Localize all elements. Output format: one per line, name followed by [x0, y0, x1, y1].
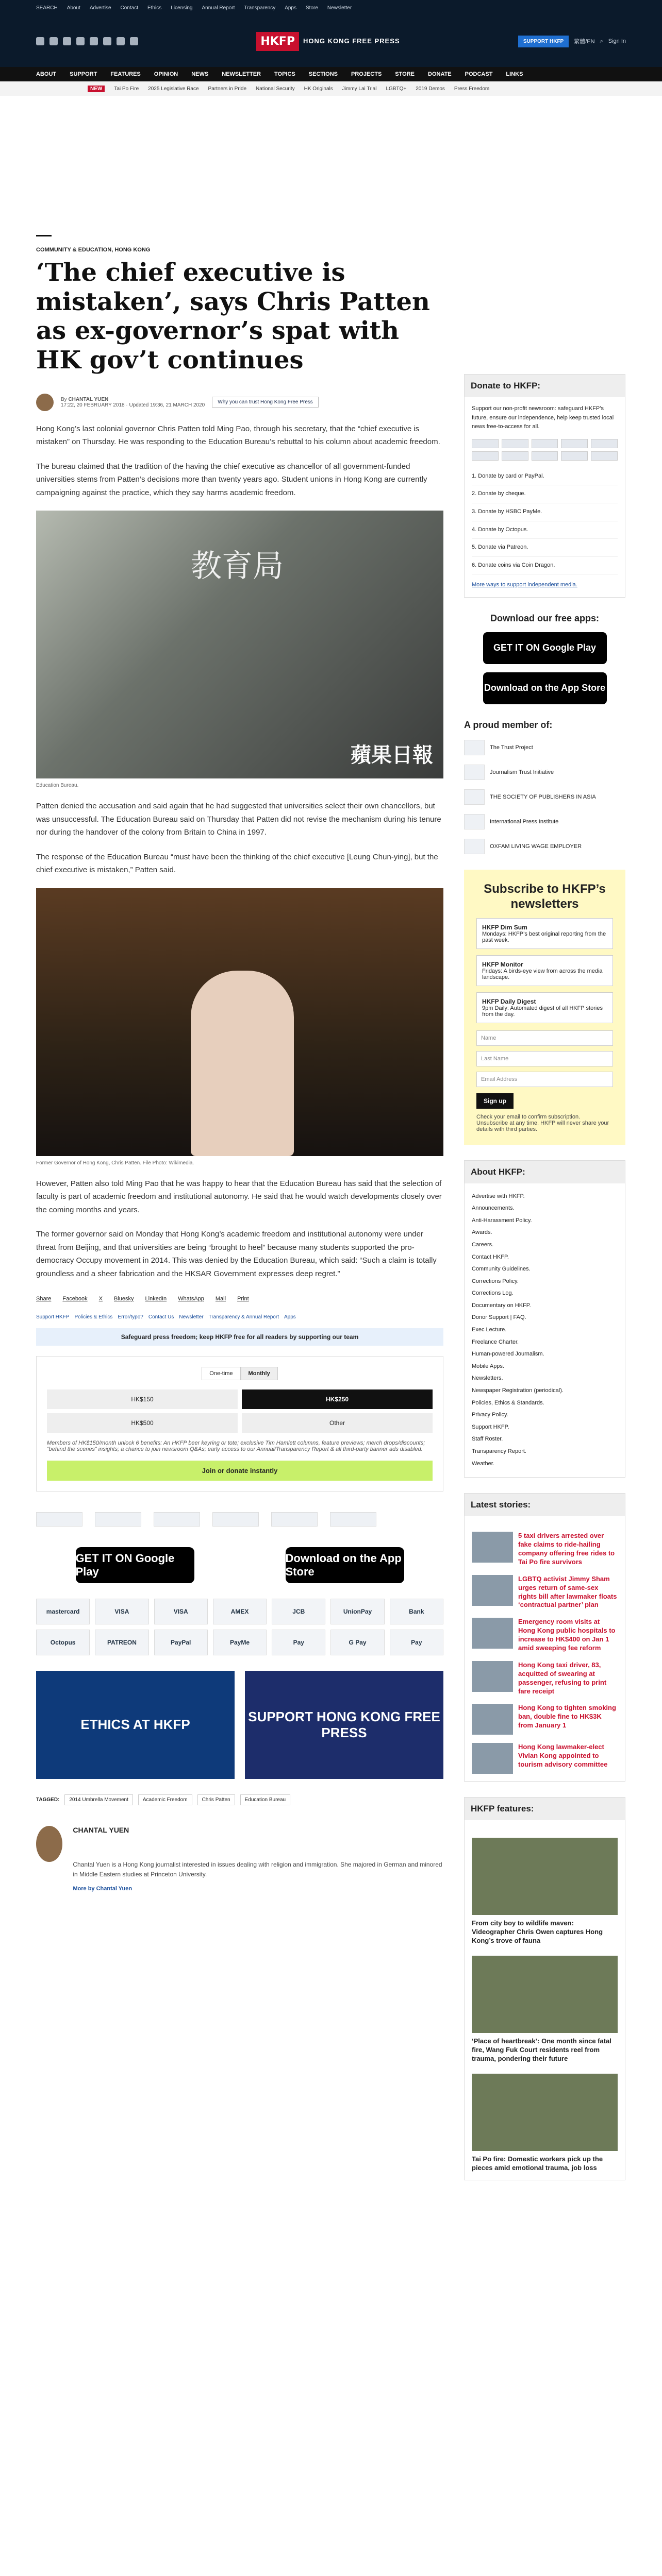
about-link[interactable]: Newsletters.: [472, 1375, 503, 1382]
donate-option[interactable]: 5. Donate via Patreon.: [472, 539, 618, 557]
support-promo[interactable]: SUPPORT HONG KONG FREE PRESS: [245, 1671, 443, 1779]
support-banner[interactable]: Safeguard press freedom; keep HKFP free for all readers by supporting our team: [36, 1328, 443, 1346]
portrait-figure: [191, 971, 294, 1156]
trending-link[interactable]: HK Originals: [304, 86, 333, 92]
story-title: Emergency room visits at Hong Kong public hospitals to increase to HK$400 on Jan 1 amid sweeping fee reform: [518, 1618, 616, 1652]
newsletter-input[interactable]: Last Name: [476, 1051, 613, 1066]
payment-logo: PayPal: [154, 1630, 208, 1655]
story-thumbnail: [472, 1661, 513, 1692]
payment-logo: Pay: [390, 1630, 443, 1655]
share-link[interactable]: X: [98, 1296, 103, 1302]
donate-option[interactable]: 4. Donate by Octopus.: [472, 521, 618, 539]
nav-item[interactable]: OPINION: [154, 71, 178, 77]
feature-image: [472, 2074, 618, 2151]
top-link[interactable]: Contact: [120, 5, 138, 11]
header: [0, 15, 662, 67]
sidebar: [464, 96, 625, 2180]
member-logo[interactable]: [464, 765, 625, 780]
payment-logo: G Pay: [330, 1630, 384, 1655]
ethics-promo[interactable]: ETHICS AT HKFP: [36, 1671, 235, 1779]
top-link[interactable]: Licensing: [171, 5, 193, 11]
about-link[interactable]: Freelance Charter.: [472, 1338, 519, 1345]
feature-title: From city boy to wildlife maven: Videographer Chris Owen captures Hong Kong’s trove of fauna: [472, 1919, 603, 1945]
story-thumbnail: [472, 1575, 513, 1606]
share-link[interactable]: Facebook: [62, 1296, 88, 1302]
payment-logo: JCB: [272, 1599, 325, 1624]
more-ways-link[interactable]: More ways to support independent media.: [472, 582, 577, 588]
footer-link[interactable]: Error/typo?: [118, 1314, 143, 1320]
story-title: Hong Kong taxi driver, 83, acquitted of swearing at passenger, refusing to print fare receipt: [518, 1660, 607, 1695]
payment-logo: PayMe: [213, 1630, 267, 1655]
trending-link[interactable]: 2019 Demos: [416, 86, 445, 92]
sign-in-link[interactable]: Sign In: [608, 38, 626, 44]
nav-item[interactable]: NEWS: [191, 71, 209, 77]
member-logo-mark: [464, 765, 485, 780]
payment-logo: mastercard: [36, 1599, 90, 1624]
about-link[interactable]: Anti-Harassment Policy.: [472, 1217, 532, 1224]
nav-item[interactable]: DONATE: [428, 71, 452, 77]
features-title: HKFP features:: [465, 1798, 625, 1820]
payment-logo: PATREON: [95, 1630, 148, 1655]
member-logo[interactable]: [464, 789, 625, 805]
top-link[interactable]: About: [67, 5, 80, 11]
author-avatar[interactable]: [36, 1826, 62, 1862]
about-link[interactable]: Transparency Report.: [472, 1448, 526, 1454]
trending-link[interactable]: Tai Po Fire: [114, 86, 139, 92]
search-icon[interactable]: ⌕: [600, 38, 603, 44]
member-logo[interactable]: [464, 814, 625, 829]
tags: [36, 1794, 443, 1805]
partner-logo[interactable]: [36, 1512, 82, 1527]
member-name: Journalism Trust Initiative: [490, 769, 554, 775]
social-icons: [36, 37, 138, 45]
chris-patten-photo[interactable]: [36, 888, 443, 1156]
member-name: The Trust Project: [490, 744, 533, 751]
nav-item[interactable]: NEWSLETTER: [222, 71, 261, 77]
threads-icon[interactable]: [76, 37, 85, 45]
donate-panel: [464, 374, 625, 598]
about-link[interactable]: Exec Lecture.: [472, 1327, 507, 1333]
x-icon[interactable]: [49, 37, 58, 45]
partner-logo[interactable]: [154, 1512, 200, 1527]
about-title: About HKFP:: [465, 1161, 625, 1183]
footer-link[interactable]: Newsletter: [179, 1314, 204, 1320]
donate-option[interactable]: 3. Donate by HSBC PayMe.: [472, 503, 618, 521]
feature-story[interactable]: [472, 1956, 618, 2063]
partner-logo[interactable]: [95, 1512, 141, 1527]
donate-title: Donate to HKFP:: [465, 375, 625, 397]
signup-button[interactable]: Sign up: [476, 1093, 514, 1109]
story-title: 5 taxi drivers arrested over fake claims to ride-hailing company offering free rides to Tai Po fire survivors: [518, 1532, 615, 1566]
amount-option[interactable]: HK$150: [47, 1389, 238, 1409]
top-link[interactable]: Advertise: [89, 5, 111, 11]
apps-title: Download our free apps:: [490, 613, 600, 623]
logo-mark: HKFP: [256, 32, 299, 51]
latest-story[interactable]: [472, 1575, 618, 1610]
payment-icons: [472, 439, 618, 461]
donate-text: Support our non-profit newsroom: safeguard HKFP’s future, ensure our independence, help keep trusted local news free-to-access for all.: [472, 405, 614, 430]
paragraph: Patten denied the accusation and said again that he had suggested that universities select their own chancellors, but was unsuccessful. The Education Bureau said on Thursday that Patten did not revise the mechanism during his tenure nor during the handover of the colony from Britain to China in 1997.: [36, 802, 441, 837]
story-title: LGBTQ activist Jimmy Sham urges return of same-sex rights bill after lawmaker floats ‘contractual partner’ plan: [518, 1574, 617, 1609]
monthly-toggle[interactable]: Monthly: [241, 1367, 278, 1380]
latest-story[interactable]: [472, 1532, 618, 1567]
tag-chip[interactable]: Chris Patten: [197, 1794, 235, 1805]
support-hkfp-button[interactable]: SUPPORT HKFP: [518, 36, 569, 47]
publish-dates: 17:22, 20 FEBRUARY 2018 · Updated 19:36, 21 MARCH 2020: [61, 402, 205, 408]
newsletter-option-title: HKFP Dim Sum: [482, 923, 527, 931]
share-link[interactable]: Share: [36, 1296, 52, 1302]
about-link[interactable]: Corrections Log.: [472, 1290, 514, 1297]
article-category[interactable]: COMMUNITY & EDUCATION, HONG KONG: [36, 247, 151, 253]
about-link[interactable]: Corrections Policy.: [472, 1278, 519, 1284]
app-store-badge[interactable]: Download on the App Store: [483, 672, 607, 704]
trending-link[interactable]: Jimmy Lai Trial: [342, 86, 377, 92]
nav-item[interactable]: LINKS: [506, 71, 523, 77]
payment-logo: UnionPay: [330, 1599, 384, 1624]
tag-chip[interactable]: Education Bureau: [240, 1794, 291, 1805]
payment-logo: Octopus: [36, 1630, 90, 1655]
story-title: Hong Kong lawmaker-elect Vivian Kong appointed to tourism advisory committee: [518, 1743, 608, 1769]
google-play-badge[interactable]: GET IT ON Google Play: [76, 1547, 194, 1583]
story-thumbnail: [472, 1618, 513, 1649]
newsletter-input[interactable]: Email Address: [476, 1072, 613, 1087]
author-bio: Chantal Yuen is a Hong Kong journalist interested in issues dealing with religion and immigration. She majored in German and minored in Middle Eastern studies at Princeton University.: [73, 1861, 442, 1878]
top-link[interactable]: Apps: [285, 5, 296, 11]
member-name: OXFAM LIVING WAGE EMPLOYER: [490, 843, 582, 850]
about-link[interactable]: Support HKFP.: [472, 1423, 509, 1430]
figure-caption: Education Bureau.: [36, 783, 79, 788]
paragraph: The bureau claimed that the tradition of the having the chief executive as chancellor of all government-funded universities stems from Patten’s decisions more than twenty years ago. Student unions in Hong Kong are currently campaigning against the practice, which they say harms academic freedom.: [36, 462, 427, 497]
top-link[interactable]: Newsletter: [327, 5, 352, 11]
about-link[interactable]: Newspaper Registration (periodical).: [472, 1387, 564, 1394]
feature-image: [472, 1956, 618, 2033]
newsletter-note: Check your email to confirm subscription. Unsubscribe at any time. HKFP will never share your details with third parties.: [476, 1113, 609, 1132]
newsletter-option-desc: Fridays: A birds-eye view from across the media landscape.: [482, 968, 603, 980]
top-link[interactable]: Transparency: [244, 5, 276, 11]
instagram-icon[interactable]: [63, 37, 71, 45]
trust-link[interactable]: Why you can trust Hong Kong Free Press: [212, 397, 319, 408]
top-link[interactable]: Ethics: [147, 5, 162, 11]
newsletter-option[interactable]: [476, 992, 613, 1023]
story-thumbnail: [472, 1743, 513, 1774]
newsletter-option[interactable]: [476, 955, 613, 986]
trending-link[interactable]: National Security: [256, 86, 295, 92]
paragraph: The response of the Education Bureau “must have been the thinking of the chief executive [Leung Chun-ying], but the chief executive is mistaken,” Patten said.: [36, 852, 438, 874]
trending-link[interactable]: Press Freedom: [454, 86, 490, 92]
figure-education-bureau: [36, 511, 443, 788]
latest-panel: [464, 1493, 625, 1782]
about-link[interactable]: Weather.: [472, 1460, 494, 1467]
newsletter-option-desc: 9pm Daily: Automated digest of all HKFP stories from the day.: [482, 1005, 603, 1018]
top-link[interactable]: Annual Report: [202, 5, 235, 11]
latest-title: Latest stories:: [465, 1494, 625, 1516]
paragraph: However, Patten also told Ming Pao that he was happy to hear that the Education Bureau has said that the selection of faculty is part of academic freedom and institutional autonomy. He said that he would watch developments closely over the coming months and years.: [36, 1179, 442, 1214]
author-box: [36, 1826, 443, 1892]
partner-logo[interactable]: [330, 1512, 376, 1527]
paragraph: Hong Kong’s last colonial governor Chris Patten told Ming Pao, through his secretary, that the “chief executive is mistaken” on Thursday. He was responding to the Education Bureau’s rebuttal to his column about academic freedom.: [36, 424, 440, 446]
newsletter-option-title: HKFP Daily Digest: [482, 997, 536, 1005]
about-panel: [464, 1160, 625, 1478]
nav-item[interactable]: PROJECTS: [351, 71, 382, 77]
author-link[interactable]: CHANTAL YUEN: [68, 396, 109, 402]
latest-story[interactable]: [472, 1704, 618, 1735]
donate-option[interactable]: 6. Donate coins via Coin Dragon.: [472, 557, 618, 575]
latest-story[interactable]: [472, 1618, 618, 1653]
payment-logo: Pay: [272, 1630, 325, 1655]
payment-logo: AMEX: [213, 1599, 267, 1624]
share-link[interactable]: Mail: [215, 1296, 226, 1302]
latest-story[interactable]: [472, 1661, 618, 1696]
share-link[interactable]: WhatsApp: [178, 1296, 204, 1302]
features-panel: [464, 1797, 625, 2180]
figure-caption: Former Governor of Hong Kong, Chris Patten. File Photo: Wikimedia.: [36, 1160, 194, 1166]
payment-logo: VISA: [154, 1599, 208, 1624]
youtube-icon[interactable]: [90, 37, 98, 45]
top-link[interactable]: Store: [306, 5, 318, 11]
newsletter-box: [464, 870, 625, 1145]
nav-item[interactable]: ABOUT: [36, 71, 57, 77]
about-link[interactable]: Contact HKFP.: [472, 1253, 509, 1260]
nav-item[interactable]: TOPICS: [274, 71, 295, 77]
about-link[interactable]: Mobile Apps.: [472, 1363, 504, 1369]
share-bar: [36, 1296, 443, 1302]
member-logo-mark: [464, 789, 485, 805]
about-link[interactable]: Advertise with HKFP.: [472, 1193, 525, 1199]
about-link[interactable]: Policies, Ethics & Standards.: [472, 1399, 544, 1406]
about-link[interactable]: Careers.: [472, 1241, 494, 1248]
app-store-badge[interactable]: Download on the App Store: [286, 1547, 404, 1583]
partner-logo[interactable]: [212, 1512, 259, 1527]
payment-logo: Bank: [390, 1599, 443, 1624]
about-link[interactable]: Human-powered Journalism.: [472, 1351, 544, 1358]
newsletter-option-title: HKFP Monitor: [482, 960, 523, 968]
paragraph: The former governor said on Monday that Hong Kong’s academic freedom and institutional autonomy were under threat from Beijing, and that universities are being “brought to heel” because many students supported the pro-democracy Occupy movement in 2014. This was denied by the Education Bureau, which said: “Such a claim is totally groundless and a sheer fabrication and the HKSAR Government expresses deep regret.”: [36, 1230, 437, 1278]
telegram-icon[interactable]: [117, 37, 125, 45]
trending-link[interactable]: LGBTQ+: [386, 86, 407, 92]
payment-logo: VISA: [95, 1599, 148, 1624]
share-link[interactable]: LinkedIn: [145, 1296, 167, 1302]
feature-story[interactable]: [472, 1838, 618, 1945]
whatsapp-icon[interactable]: [130, 37, 138, 45]
newsletter-input[interactable]: Name: [476, 1030, 613, 1046]
facebook-icon[interactable]: [36, 37, 44, 45]
nav-item[interactable]: SUPPORT: [70, 71, 97, 77]
trending-bar: [0, 81, 662, 96]
member-logo[interactable]: [464, 839, 625, 854]
bureau-sign: 教育局: [191, 548, 284, 584]
payment-methods: [36, 1599, 443, 1655]
newsletter-title: Subscribe to HKFP’s newsletters: [484, 882, 606, 911]
amount-option[interactable]: HK$250: [242, 1389, 433, 1409]
amount-option[interactable]: Other: [242, 1413, 433, 1433]
language-switch[interactable]: 繁體/EN: [574, 39, 595, 45]
tags-label: TAGGED:: [36, 1797, 60, 1803]
feature-title: ‘Place of heartbreak’: One month since fatal fire, Wang Fuk Court residents reel from trauma, pondering their future: [472, 2037, 611, 2062]
feature-title: Tai Po fire: Domestic workers pick up the pieces amid emotional trauma, job loss: [472, 2155, 603, 2172]
footer-link[interactable]: Apps: [284, 1314, 296, 1320]
nav-item[interactable]: SECTIONS: [308, 71, 338, 77]
feature-image: [472, 1838, 618, 1915]
footer-link[interactable]: Policies & Ethics: [74, 1314, 113, 1320]
about-link[interactable]: Privacy Policy.: [472, 1412, 508, 1418]
byline-by: By: [61, 396, 67, 402]
hkfp-logo[interactable]: [256, 32, 400, 51]
article-footer-links: [36, 1314, 443, 1320]
more-by-author-link[interactable]: More by Chantal Yuen: [73, 1886, 133, 1892]
partner-logos: [36, 1512, 443, 1527]
about-link[interactable]: Donor Support | FAQ.: [472, 1314, 526, 1321]
one-time-toggle[interactable]: One-time: [202, 1367, 240, 1380]
story-thumbnail: [472, 1704, 513, 1735]
article-title: ‘The chief executive is mistaken’, says Chris Patten as ex-governor’s spat with HK gov’t continues: [36, 258, 430, 375]
footer-link[interactable]: Support HKFP: [36, 1314, 70, 1320]
member-name: THE SOCIETY OF PUBLISHERS IN ASIA: [490, 793, 596, 800]
logo-name: HONG KONG FREE PRESS: [303, 37, 400, 45]
google-play-badge[interactable]: GET IT ON Google Play: [483, 632, 607, 664]
member-logo-mark: [464, 839, 485, 854]
donate-option[interactable]: 1. Donate by card or PayPal.: [472, 468, 618, 486]
donate-description: Members of HK$150/month unlock 6 benefits: An HKFP beer keyring or tote; exclusive Tim Hamlett columns, feature previews; merch drops/discounts; “behind the scenes” insights; a chance to join newsroom Q&As; early access to our Annual/Transparency Report & all third-party banner ads disabled.: [47, 1440, 425, 1452]
member-title: A proud member of:: [464, 719, 553, 730]
about-link[interactable]: Staff Roster.: [472, 1436, 503, 1443]
tag-chip[interactable]: Academic Freedom: [138, 1794, 192, 1805]
amount-option[interactable]: HK$500: [47, 1413, 238, 1433]
about-link[interactable]: Announcements.: [472, 1205, 515, 1212]
join-button[interactable]: Join or donate instantly: [47, 1461, 433, 1481]
newsletter-option-desc: Mondays: HKFP’s best original reporting from the past week.: [482, 930, 606, 943]
trending-link[interactable]: Partners in Pride: [208, 86, 247, 92]
donate-option[interactable]: 2. Donate by cheque.: [472, 485, 618, 503]
member-logo-mark: [464, 740, 485, 755]
about-link[interactable]: Awards.: [472, 1229, 492, 1236]
member-name: International Press Institute: [490, 818, 559, 825]
new-badge: NEW: [88, 86, 105, 92]
about-link[interactable]: Community Guidelines.: [472, 1266, 531, 1273]
footer-link[interactable]: Contact Us: [148, 1314, 174, 1320]
main-nav: [0, 67, 662, 81]
tag-chip[interactable]: 2014 Umbrella Movement: [64, 1794, 133, 1805]
author-name[interactable]: CHANTAL YUEN: [73, 1826, 129, 1834]
footer-link[interactable]: Transparency & Annual Report: [208, 1314, 279, 1320]
share-link[interactable]: Print: [237, 1296, 249, 1302]
title-rule: [36, 235, 52, 236]
about-link[interactable]: Documentary on HKFP.: [472, 1302, 531, 1309]
donate-widget: [36, 1356, 443, 1492]
nav-item[interactable]: FEATURES: [110, 71, 141, 77]
nav-item[interactable]: PODCAST: [465, 71, 493, 77]
nav-item[interactable]: STORE: [395, 71, 415, 77]
author-avatar: [36, 394, 54, 411]
top-link[interactable]: SEARCH: [36, 5, 58, 11]
partner-logo[interactable]: [271, 1512, 318, 1527]
share-link[interactable]: Bluesky: [114, 1296, 134, 1302]
top-utility-bar: [0, 0, 662, 15]
trending-link[interactable]: 2025 Legislative Race: [148, 86, 199, 92]
figure-chris-patten: [36, 888, 443, 1166]
education-bureau-photo[interactable]: [36, 511, 443, 778]
photo-watermark: 蘋果日報: [351, 744, 433, 767]
member-logo[interactable]: [464, 740, 625, 755]
latest-story[interactable]: [472, 1743, 618, 1774]
story-title: Hong Kong to tighten smoking ban, double fine to HK$3K from January 1: [518, 1704, 616, 1730]
story-thumbnail: [472, 1532, 513, 1563]
feature-story[interactable]: [472, 2074, 618, 2173]
article-column: [36, 96, 443, 2180]
linkedin-icon[interactable]: [103, 37, 111, 45]
member-logo-mark: [464, 814, 485, 829]
newsletter-option[interactable]: [476, 918, 613, 949]
byline: [36, 394, 443, 411]
